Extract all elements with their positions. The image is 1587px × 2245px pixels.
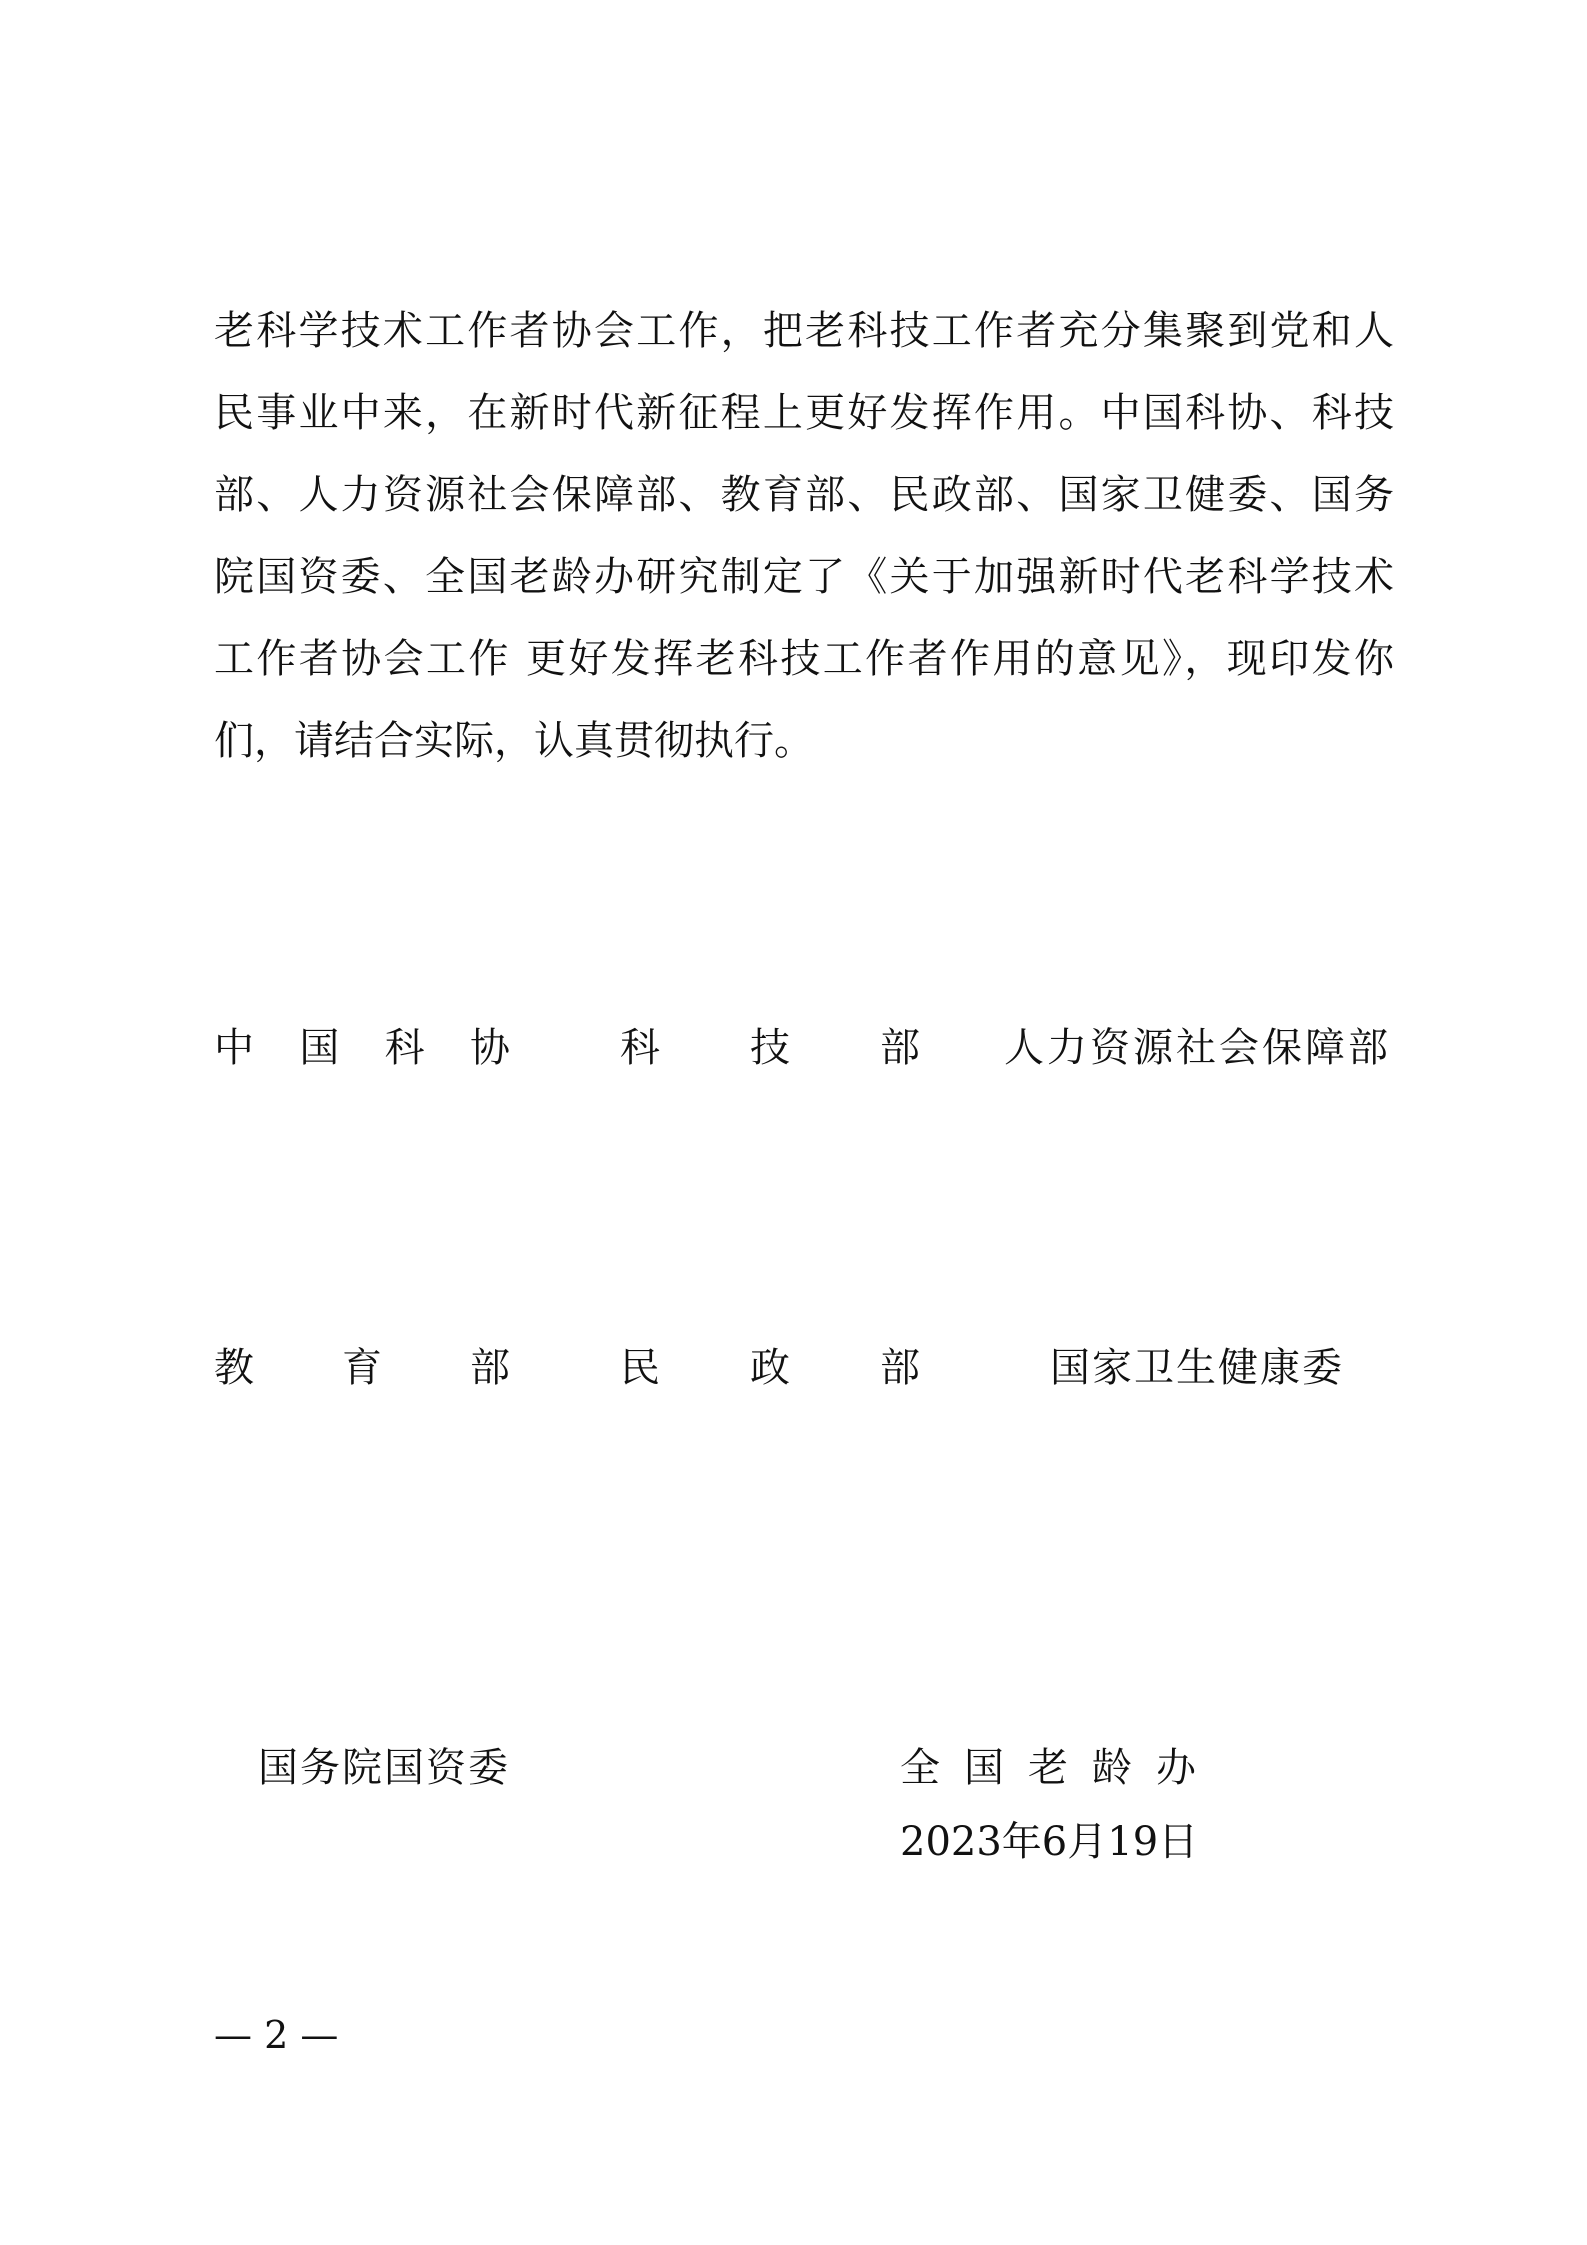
body-line: 老科学技术工作者协会工作，把老科技工作者充分集聚到党和人: [214, 308, 1394, 354]
body-line: 院国资委、全国老龄办研究制定了《关于加强新时代老科学技术: [214, 554, 1394, 600]
body-paragraph: [214, 290, 1394, 782]
signatory-mca: 民政部: [620, 1345, 920, 1391]
body-line: 民事业中来，在新时代新征程上更好发挥作用。中国科协、科技: [214, 390, 1394, 436]
signatory-row-3: [0, 1738, 1587, 1798]
body-line: 部、人力资源社会保障部、教育部、民政部、国家卫健委、国务: [214, 472, 1394, 518]
body-line: 工作者协会工作 更好发挥老科技工作者作用的意见》，现印发你: [214, 636, 1394, 682]
page-number: — 2 —: [214, 2013, 339, 2057]
signatory-mohrss: 人力资源社会保障部: [1004, 1025, 1388, 1071]
signatory-sasac: 国务院国资委: [258, 1745, 508, 1791]
signatory-most: 科技部: [620, 1025, 920, 1071]
document-date: 2023年6月19日: [900, 1819, 1199, 1865]
signatory-moe: 教育部: [214, 1345, 510, 1391]
signatory-row-2: [0, 1338, 1587, 1398]
signatory-row-1: [0, 1018, 1587, 1078]
signatory-nhc: 国家卫生健康委: [1050, 1345, 1342, 1391]
signatory-cast: 中国科协: [214, 1025, 510, 1071]
body-line: 们，请结合实际，认真贯彻执行。: [214, 718, 814, 764]
signatory-aging-office: 全国老龄办: [900, 1745, 1196, 1791]
